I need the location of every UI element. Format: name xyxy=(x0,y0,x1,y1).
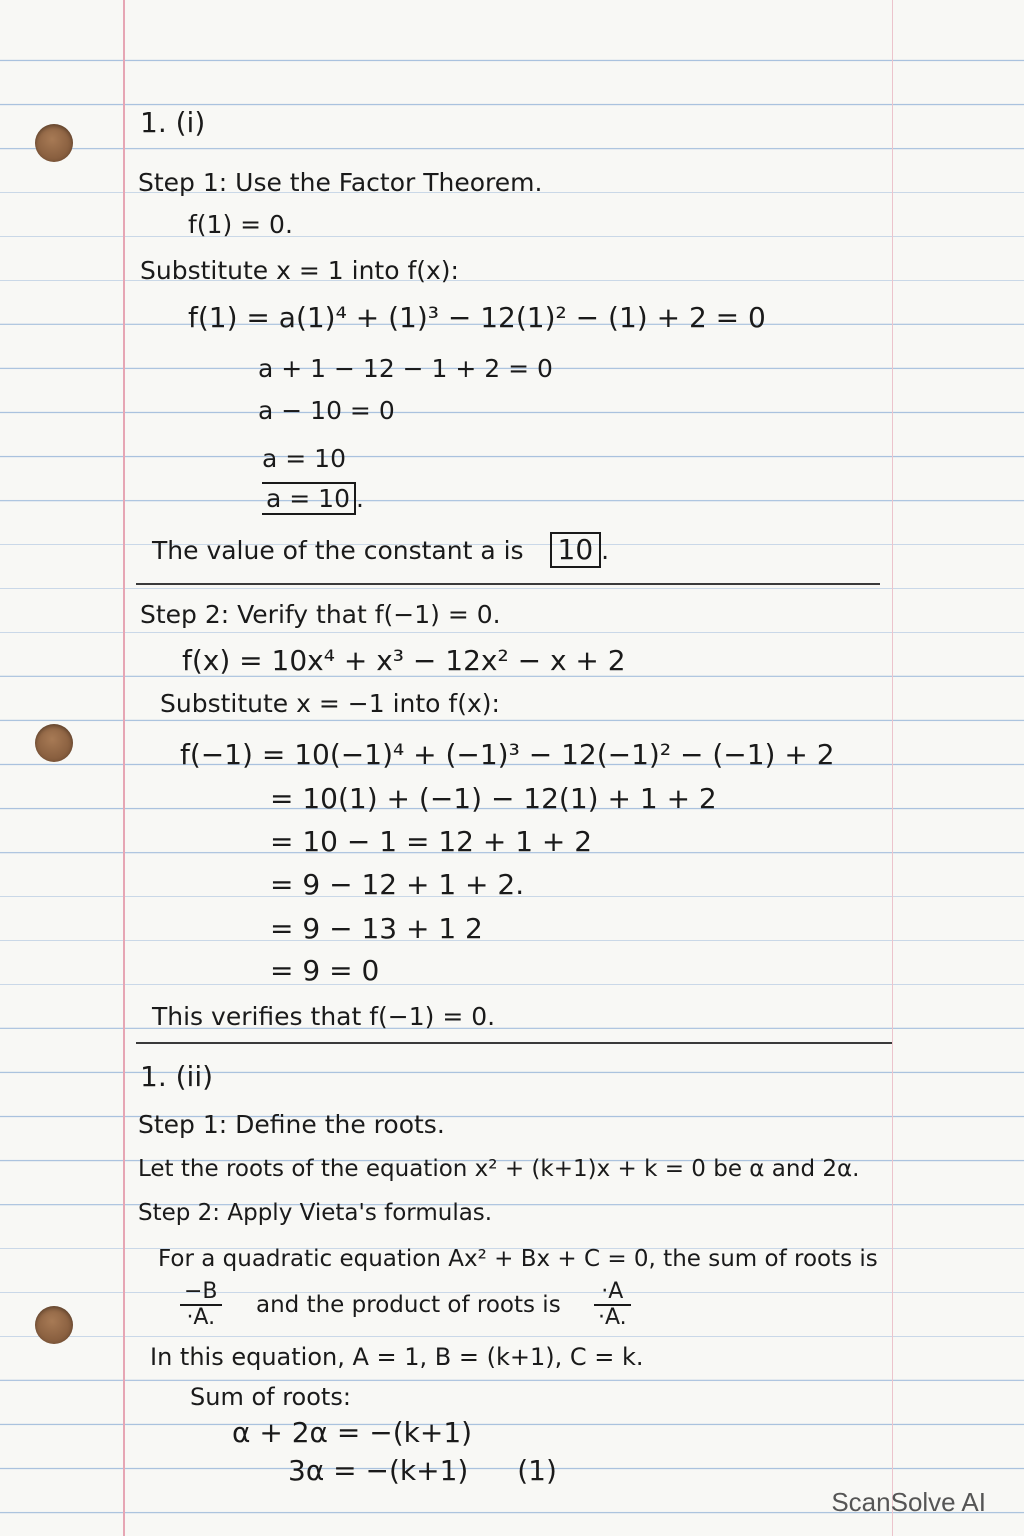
equation-tag: (1) xyxy=(517,1454,557,1487)
punch-hole-middle xyxy=(35,724,73,762)
boxed-answer-value: 10 xyxy=(550,532,602,568)
section-divider-1 xyxy=(136,583,880,585)
right-margin-line xyxy=(892,0,893,1536)
verify-line-6: = 9 = 0 xyxy=(270,954,380,987)
quadratic-sum-line: For a quadratic equation Ax² + Bx + C = 0, the sum of roots is xyxy=(158,1246,878,1272)
watermark-label: ScanSolve AI xyxy=(831,1487,986,1517)
verify-conclusion: This verifies that f(−1) = 0. xyxy=(152,1002,496,1031)
fx-definition: f(x) = 10x⁴ + x³ − 12x² − x + 2 xyxy=(182,644,626,677)
fraction-sum-of-roots: $\frac{-B}{\cdot A.}$ xyxy=(180,1280,222,1330)
verify-line-5: = 9 − 13 + 1 2 xyxy=(270,912,483,945)
sum-equation-2: 3α = −(k+1) (1) xyxy=(288,1454,557,1487)
product-text: and the product of roots is xyxy=(256,1292,561,1318)
define-roots-step: Step 1: Define the roots. xyxy=(138,1110,445,1139)
punch-hole-bottom xyxy=(35,1306,73,1344)
conclusion-line: The value of the constant a is 10 . xyxy=(152,533,610,566)
part-1i-heading: 1. (i) xyxy=(140,106,206,139)
verify-line-4: = 9 − 12 + 1 + 2. xyxy=(270,868,525,901)
sum-of-roots-label: Sum of roots: xyxy=(190,1383,351,1411)
substitute-line: Substitute x = 1 into f(x): xyxy=(140,256,459,285)
equation-line-1: f(1) = a(1)⁴ + (1)³ − 12(1)² − (1) + 2 = 0 xyxy=(188,301,766,334)
equation-line-2: a + 1 − 12 − 1 + 2 = 0 xyxy=(258,354,553,383)
coefficients-line: In this equation, A = 1, B = (k+1), C = k. xyxy=(150,1343,644,1371)
fraction-product-of-roots: $\frac{\cdot A}{\cdot A.}$ xyxy=(594,1280,631,1330)
verify-line-3: = 10 − 1 = 12 + 1 + 2 xyxy=(270,825,593,858)
part-1ii-heading: 1. (ii) xyxy=(140,1060,214,1093)
sum-equation-1: α + 2α = −(k+1) xyxy=(232,1416,473,1449)
verify-line-1: f(−1) = 10(−1)⁴ + (−1)³ − 12(−1)² − (−1) + 2 xyxy=(180,738,835,771)
let-roots-line: Let the roots of the equation x² + (k+1)x + k = 0 be α and 2α. xyxy=(138,1156,860,1182)
factor-condition: f(1) = 0. xyxy=(188,210,293,239)
step1-title: Step 1: Use the Factor Theorem. xyxy=(138,168,543,197)
equation-line-4: a = 10 xyxy=(262,444,346,473)
substitute-minus-one: Substitute x = −1 into f(x): xyxy=(160,689,500,718)
margin-line xyxy=(123,0,125,1536)
verify-line-2: = 10(1) + (−1) − 12(1) + 1 + 2 xyxy=(270,782,717,815)
section-divider-2 xyxy=(136,1042,892,1044)
vieta-step: Step 2: Apply Vieta's formulas. xyxy=(138,1200,493,1226)
equation-line-3: a − 10 = 0 xyxy=(258,396,395,425)
equation-line-5: a = 10 . xyxy=(262,484,364,514)
step2-title: Step 2: Verify that f(−1) = 0. xyxy=(140,600,501,629)
punch-hole-top xyxy=(35,124,73,162)
boxed-answer-a: a = 10 xyxy=(262,482,356,515)
